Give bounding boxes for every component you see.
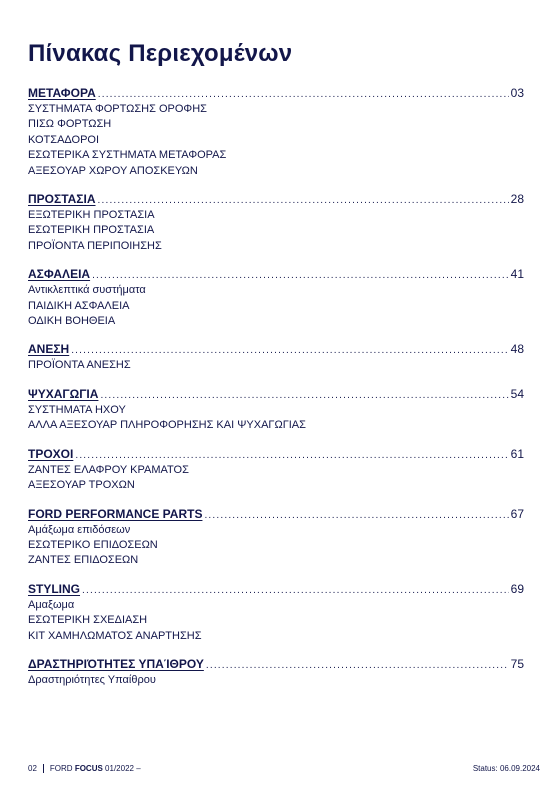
- toc-subitem[interactable]: ΑΞΕΣΟΥΑΡ ΤΡΟΧΩΝ: [28, 479, 135, 492]
- toc-dot-leader: [98, 89, 509, 100]
- table-of-contents: [28, 86, 524, 701]
- toc-dot-leader: [206, 660, 509, 671]
- toc-section: [28, 657, 524, 688]
- toc-subitem[interactable]: ΑΛΛΑ ΑΞΕΣΟΥΑΡ ΠΛΗΡΟΦΟΡΗΣΗΣ ΚΑΙ ΨΥΧΑΓΩΓΙΑΣ: [28, 419, 306, 432]
- toc-section-title[interactable]: ΜΕΤΑΦΟΡΑ: [28, 86, 96, 100]
- page-title: Πίνακας Περιεχομένων: [28, 40, 293, 67]
- toc-page-number: 61: [510, 446, 524, 461]
- toc-section: [28, 192, 524, 254]
- toc-section: [28, 582, 524, 644]
- toc-page-number: 28: [510, 192, 524, 207]
- toc-section: [28, 86, 524, 179]
- toc-section-title[interactable]: ΑΝΕΣΗ: [28, 342, 70, 357]
- toc-section: [28, 342, 524, 373]
- footer-status: Status: 06.09.2024: [472, 764, 540, 773]
- toc-subitem[interactable]: ΚΟΤΣΑΔΟΡΟΙ: [28, 133, 100, 146]
- toc-dot-leader: [204, 510, 508, 521]
- toc-dot-leader: [75, 450, 508, 461]
- toc-section-title[interactable]: ΠΡΟΣΤΑΣΙΑ: [28, 192, 96, 207]
- toc-section-title[interactable]: STYLING: [28, 581, 81, 596]
- toc-subitem[interactable]: Δραστηριότητες Υπαίθρου: [28, 673, 156, 686]
- toc-subitem[interactable]: ΕΣΩΤΕΡΙΚΗ ΠΡΟΣΤΑΣΙΑ: [28, 224, 155, 237]
- toc-subitem[interactable]: ΣΥΣΤΗΜΑΤΑ ΦΟΡΤΩΣΗΣ ΟΡΟΦΗΣ: [28, 103, 207, 115]
- toc-subitem[interactable]: ΟΔΙΚΗ ΒΟΗΘΕΙΑ: [28, 315, 116, 328]
- footer-page-number: 02: [28, 764, 37, 773]
- toc-dot-leader: [92, 270, 509, 281]
- toc-subitem[interactable]: ΖΑΝΤΕΣ ΕΠΙΔΟΣΕΩΝ: [28, 554, 139, 567]
- toc-dot-leader: [100, 390, 508, 401]
- toc-section-title[interactable]: ΤΡΟΧΟΙ: [28, 446, 74, 461]
- toc-subitem[interactable]: ΑΞΕΣΟΥΑΡ ΧΩΡΟΥ ΑΠΟΣΚΕΥΩΝ: [28, 164, 198, 177]
- toc-section: [28, 447, 524, 494]
- toc-subitem[interactable]: ΕΞΩΤΕΡΙΚΗ ΠΡΟΣΤΑΣΙΑ: [28, 209, 155, 222]
- toc-section-heading[interactable]: [28, 342, 524, 358]
- toc-subitem[interactable]: ΖΑΝΤΕΣ ΕΛΑΦΡΟΥ ΚΡΑΜΑΤΟΣ: [28, 463, 189, 476]
- toc-section-heading[interactable]: [28, 447, 524, 463]
- toc-section: [28, 507, 524, 569]
- toc-subitem[interactable]: Αντικλεπτικά συστήματα: [28, 284, 146, 297]
- toc-section-title[interactable]: FORD PERFORMANCE PARTS: [28, 506, 203, 521]
- toc-subitem[interactable]: ΚΙΤ ΧΑΜΗΛΩΜΑΤΟΣ ΑΝΑΡΤΗΣΗΣ: [28, 629, 202, 642]
- page-footer: [28, 764, 540, 773]
- toc-section-heading[interactable]: [28, 657, 524, 673]
- toc-subitem[interactable]: ΠΙΣΩ ΦΟΡΤΩΣΗ: [28, 118, 112, 131]
- toc-section-title[interactable]: ΨΥΧΑΓΩΓΙΑ: [28, 386, 99, 401]
- toc-dot-leader: [71, 345, 508, 356]
- toc-section-heading[interactable]: [28, 582, 524, 598]
- toc-page-number: 48: [510, 342, 524, 357]
- toc-subitem[interactable]: ΠΑΙΔΙΚΗ ΑΣΦΑΛΕΙΑ: [28, 299, 130, 312]
- toc-section-heading[interactable]: [28, 507, 524, 523]
- toc-subitem[interactable]: ΕΣΩΤΕΡΙΚΗ ΣΧΕΔΙΑΣΗ: [28, 614, 148, 627]
- toc-page-number: 67: [510, 506, 524, 521]
- footer-brand: [50, 764, 141, 773]
- toc-page-number: 03: [510, 86, 524, 100]
- toc-subitem[interactable]: ΣΥΣΤΗΜΑΤΑ ΗΧΟΥ: [28, 403, 126, 416]
- toc-section-heading[interactable]: [28, 192, 524, 208]
- toc-section-heading[interactable]: [28, 267, 524, 283]
- toc-section: [28, 387, 524, 434]
- footer-brand-model: FOCUS: [74, 764, 103, 773]
- toc-section-title[interactable]: ΔΡΑΣΤΗΡΙΌΤΗΤΕΣ ΥΠΑΊΘΡΟΥ: [28, 656, 204, 671]
- toc-section-heading[interactable]: [28, 387, 524, 403]
- footer-divider: [43, 764, 44, 773]
- toc-page-number: 54: [510, 386, 524, 401]
- toc-dot-leader: [82, 585, 509, 596]
- toc-subitem[interactable]: ΠΡΟΪΟΝΤΑ ΑΝΕΣΗΣ: [28, 359, 131, 372]
- footer-brand-prefix: FORD: [49, 764, 73, 773]
- toc-section-title[interactable]: ΑΣΦΑΛΕΙΑ: [28, 267, 91, 282]
- toc-subitem[interactable]: ΕΣΩΤΕΡΙΚΑ ΣΥΣΤΗΜΑΤΑ ΜΕΤΑΦΟΡΑΣ: [28, 149, 227, 162]
- toc-subitem[interactable]: Αμαξωμα: [28, 598, 75, 611]
- footer-edition: 01/2022 –: [105, 764, 141, 773]
- toc-page-number: 41: [510, 267, 524, 282]
- toc-subitem[interactable]: ΠΡΟΪΟΝΤΑ ΠΕΡΙΠΟΙΗΣΗΣ: [28, 239, 162, 252]
- toc-subitem[interactable]: Αμάξωμα επιδόσεων: [28, 523, 131, 536]
- toc-page-number: 69: [510, 581, 524, 596]
- toc-section-heading[interactable]: [28, 86, 524, 102]
- toc-subitem[interactable]: ΕΣΩΤΕΡΙΚΟ ΕΠΙΔΟΣΕΩΝ: [28, 538, 158, 551]
- toc-section: [28, 267, 524, 329]
- toc-page-number: 75: [510, 656, 524, 671]
- toc-dot-leader: [98, 195, 509, 206]
